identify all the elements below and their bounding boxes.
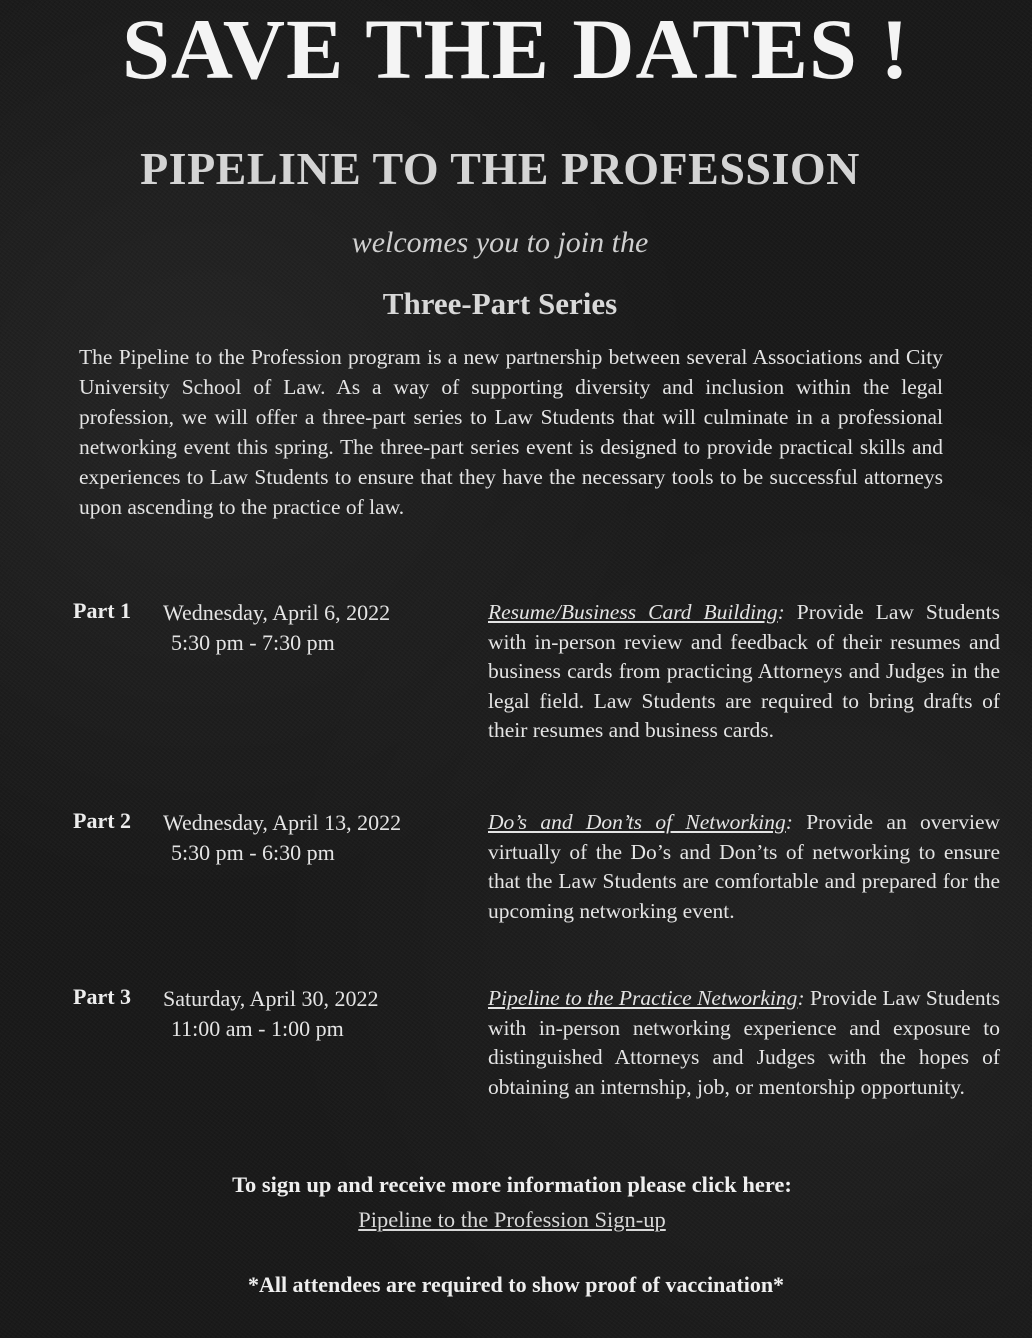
signup-link[interactable]: Pipeline to the Profession Sign-up [358, 1207, 666, 1232]
part-time: 11:00 am - 1:00 pm [171, 1016, 344, 1041]
part-topic: Resume/Business Card Building [488, 600, 778, 624]
topic-colon: : [777, 600, 785, 624]
part-description [488, 598, 1000, 746]
part-schedule [163, 598, 390, 658]
part-details: Provide Law Students with in-person review and feedback of their resumes and business cards from practicing Attorneys and Judges in the legal field. Law Students are required to bring drafts of their resumes and business cards. [488, 600, 1000, 742]
part-time: 5:30 pm - 7:30 pm [171, 630, 335, 655]
save-the-dates-title: SAVE THE DATES ! [122, 1, 910, 97]
welcome-text: welcomes you to join the [351, 226, 649, 259]
series-title: Three-Part Series [382, 286, 618, 321]
part-schedule [163, 808, 401, 868]
part-label: Part 1 [73, 598, 132, 623]
part-description [488, 808, 1000, 926]
part-description [488, 984, 1000, 1102]
part-label: Part 3 [73, 984, 132, 1009]
part-date: Saturday, April 30, 2022 [163, 986, 379, 1011]
part-date: Wednesday, April 6, 2022 [163, 600, 391, 625]
program-title: PIPELINE TO THE PROFESSION [140, 143, 860, 194]
intro-paragraph: The Pipeline to the Profession program is a new partnership between several Associations and City University School of Law. As a way of supporting diversity and inclusion within the legal profession, we will offer a three-part series to Law Students that will culminate in a professional networking event this spring. The three-part series event is designed to provide practical skills and experiences to Law Students to ensure that they have the necessary tools to be successful attorneys upon ascending to the practice of law. [79, 345, 943, 519]
part-details: Provide Law Students with in-person networking experience and exposure to distinguished Attorneys and Judges with the hopes of obtaining an internship, job, or mentorship opportunity. [488, 986, 1000, 1099]
topic-colon: : [785, 810, 793, 834]
part-topic: Pipeline to the Practice Networking [488, 986, 798, 1010]
signup-link-row [0, 1207, 1024, 1233]
part-topic: Do’s and Don’ts of Networking [488, 810, 786, 834]
signup-prompt: To sign up and receive more information please click here: [232, 1172, 792, 1197]
part-time: 5:30 pm - 6:30 pm [171, 840, 335, 865]
topic-colon: : [797, 986, 805, 1010]
part-schedule [163, 984, 379, 1044]
part-date: Wednesday, April 13, 2022 [163, 810, 402, 835]
vaccination-note: *All attendees are required to show proof of vaccination* [247, 1272, 785, 1297]
part-label: Part 2 [73, 808, 132, 833]
part-details: Provide an overview virtually of the Do’s and Don’ts of networking to ensure that the Law Students are comfortable and prepared for the upcoming networking event. [488, 810, 1001, 923]
